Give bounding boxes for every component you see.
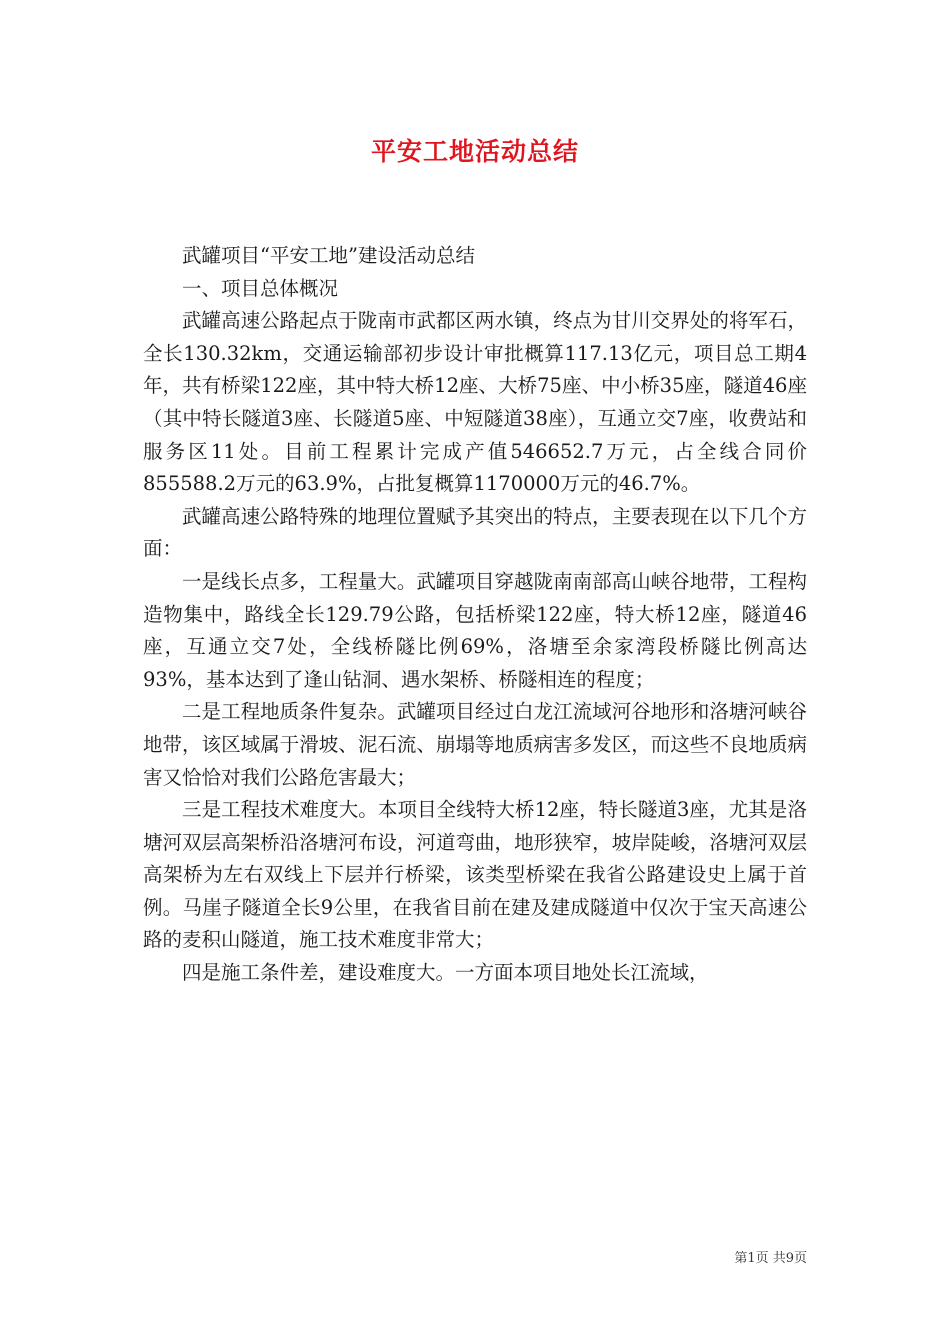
paragraph-feature-3: 三是工程技术难度大。本项目全线特大桥12座，特长隧道3座，尤其是洛塘河双层高架桥沿洛塘河布设，河道弯曲，地形狭窄，坡岸陡峻，洛塘河双层高架桥为左右双线上下层并行桥梁，该类型桥梁在我省公路建设史上属于首例。马崖子隧道全长9公里，在我省目前在建及建成隧道中仅次于宝天高速公路的麦积山隧道，施工技术难度非常大； [143,798,807,952]
paragraph-overview: 武罐高速公路起点于陇南市武都区两水镇，终点为甘川交界处的将军石，全长130.32km，交通运输部初步设计审批概算117.13亿元，项目总工期4年，共有桥梁122座，其中特大桥12座、大桥75座、中小桥35座，隧道46座（其中特长隧道3座、长隧道5座、中短隧道38座），互通立交7座，收费站和服务区11处。目前工程累计完成产值546652.7万元，占全线合同价855588.2万元的63.9%，占批复概算1170000万元的46.7%。 [143,309,807,496]
paragraph-features-intro: 武罐高速公路特殊的地理位置赋予其突出的特点，主要表现在以下几个方面： [143,504,807,561]
paragraph-section-heading: 一、项目总体概况 [182,276,339,300]
document-body [143,240,807,990]
paragraph-feature-1: 一是线长点多，工程量大。武罐项目穿越陇南南部高山峡谷地带，工程构造物集中，路线全长129.79公路，包括桥梁122座，特大桥12座，隧道46座，互通立交7处，全线桥隧比例69%，洛塘至余家湾段桥隧比例高达93%，基本达到了逢山钻洞、遇水架桥、桥隧相连的程度； [143,569,807,691]
paragraph-subtitle: 武罐项目“平安工地”建设活动总结 [182,244,475,267]
paragraph-feature-2: 二是工程地质条件复杂。武罐项目经过白龙江流域河谷地形和洛塘河峡谷地带，该区域属于滑坡、泥石流、崩塌等地质病害多发区，而这些不良地质病害又恰恰对我们公路危害最大； [143,700,807,789]
paragraph-feature-4: 四是施工条件差，建设难度大。一方面本项目地处长江流域， [182,961,709,985]
document-title: 平安工地活动总结 [370,137,579,166]
page-number: 第1页 共9页 [734,1251,807,1266]
